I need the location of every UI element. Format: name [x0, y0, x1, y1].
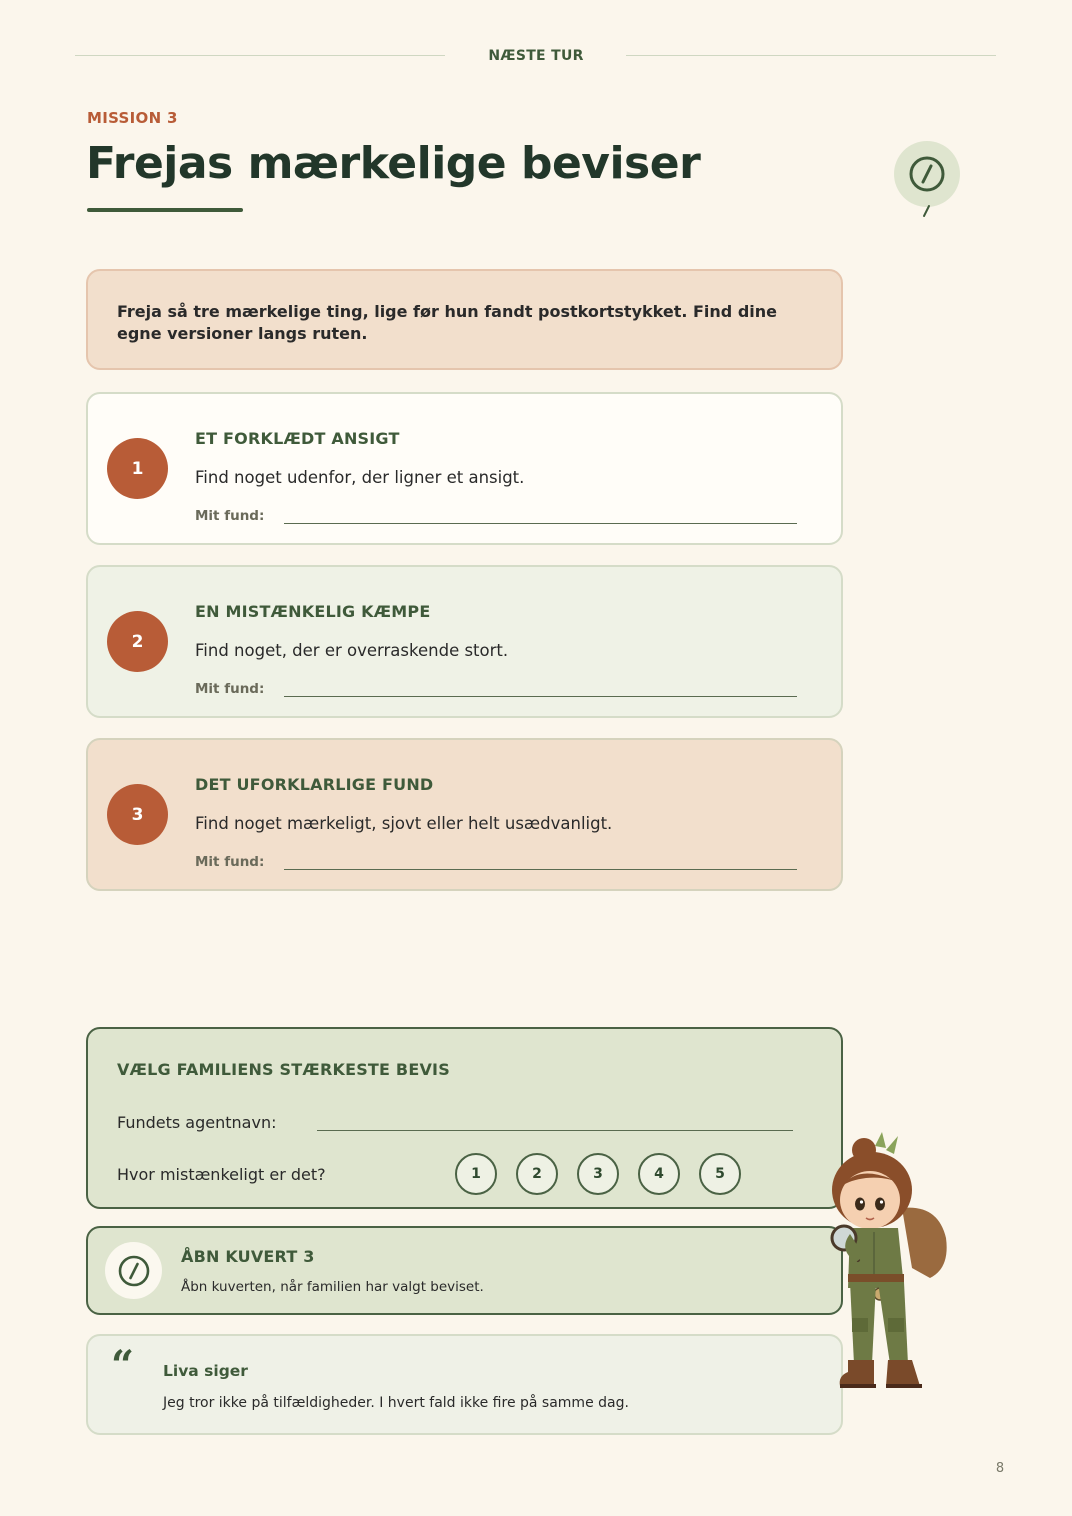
open-envelope-title: ÅBN KUVERT 3	[181, 1247, 315, 1266]
explorer-girl-illustration	[820, 1128, 960, 1418]
agent-name-label: Fundets agentnavn:	[117, 1113, 277, 1132]
task-description: Find noget udenfor, der ligner et ansigt.	[195, 468, 525, 487]
choose-evidence-box	[86, 1027, 843, 1209]
compass-icon	[105, 1242, 162, 1299]
intro-text: Freja så tre mærkelige ting, lige før hun fandt postkortstykket. Find dine egne versioner langs ruten.	[117, 302, 777, 343]
find-write-line[interactable]	[284, 869, 797, 870]
suspicion-label: Hvor mistænkeligt er det?	[117, 1165, 326, 1184]
task-card-1	[86, 392, 843, 545]
quote-text: Jeg tror ikke på tilfældigheder. I hvert fald ikke fire på samme dag.	[163, 1395, 629, 1411]
open-envelope-description: Åbn kuverten, når familien har valgt beviset.	[181, 1279, 484, 1295]
rating-option-2[interactable]: 2	[516, 1153, 558, 1195]
find-write-line[interactable]	[284, 696, 797, 697]
task-description: Find noget mærkeligt, sjovt eller helt usædvanligt.	[195, 814, 613, 833]
task-number-badge: 2	[107, 611, 168, 672]
header-rule-right	[626, 55, 996, 56]
mission-label: MISSION 3	[87, 109, 178, 127]
page-number: 8	[995, 1461, 1005, 1476]
header-label: NÆSTE TUR	[488, 48, 584, 64]
title-underline	[87, 208, 243, 212]
find-label: Mit fund:	[195, 508, 265, 524]
compass-tail-decoration	[922, 198, 968, 218]
find-label: Mit fund:	[195, 681, 265, 697]
rating-option-1[interactable]: 1	[455, 1153, 497, 1195]
task-card-3	[86, 738, 843, 891]
rating-option-4[interactable]: 4	[638, 1153, 680, 1195]
rating-option-3[interactable]: 3	[577, 1153, 619, 1195]
task-card-2	[86, 565, 843, 718]
task-number-badge: 1	[107, 438, 168, 499]
task-title: EN MISTÆNKELIG KÆMPE	[195, 602, 431, 621]
agent-name-write-line[interactable]	[317, 1130, 793, 1131]
task-title: DET UFORKLARLIGE FUND	[195, 775, 434, 794]
rating-option-5[interactable]: 5	[699, 1153, 741, 1195]
find-label: Mit fund:	[195, 854, 265, 870]
task-title: ET FORKLÆDT ANSIGT	[195, 429, 400, 448]
quote-mark-icon: “	[111, 1342, 135, 1389]
open-envelope-box	[86, 1226, 843, 1315]
task-description: Find noget, der er overraskende stort.	[195, 641, 509, 660]
intro-box	[86, 269, 843, 370]
header-rule-left	[75, 55, 445, 56]
find-write-line[interactable]	[284, 523, 797, 524]
page-title: Frejas mærkelige beviser	[86, 138, 701, 189]
quote-box	[86, 1334, 843, 1435]
quote-speaker: Liva siger	[163, 1362, 248, 1380]
task-number-badge: 3	[107, 784, 168, 845]
choose-title: VÆLG FAMILIENS STÆRKESTE BEVIS	[117, 1060, 450, 1079]
